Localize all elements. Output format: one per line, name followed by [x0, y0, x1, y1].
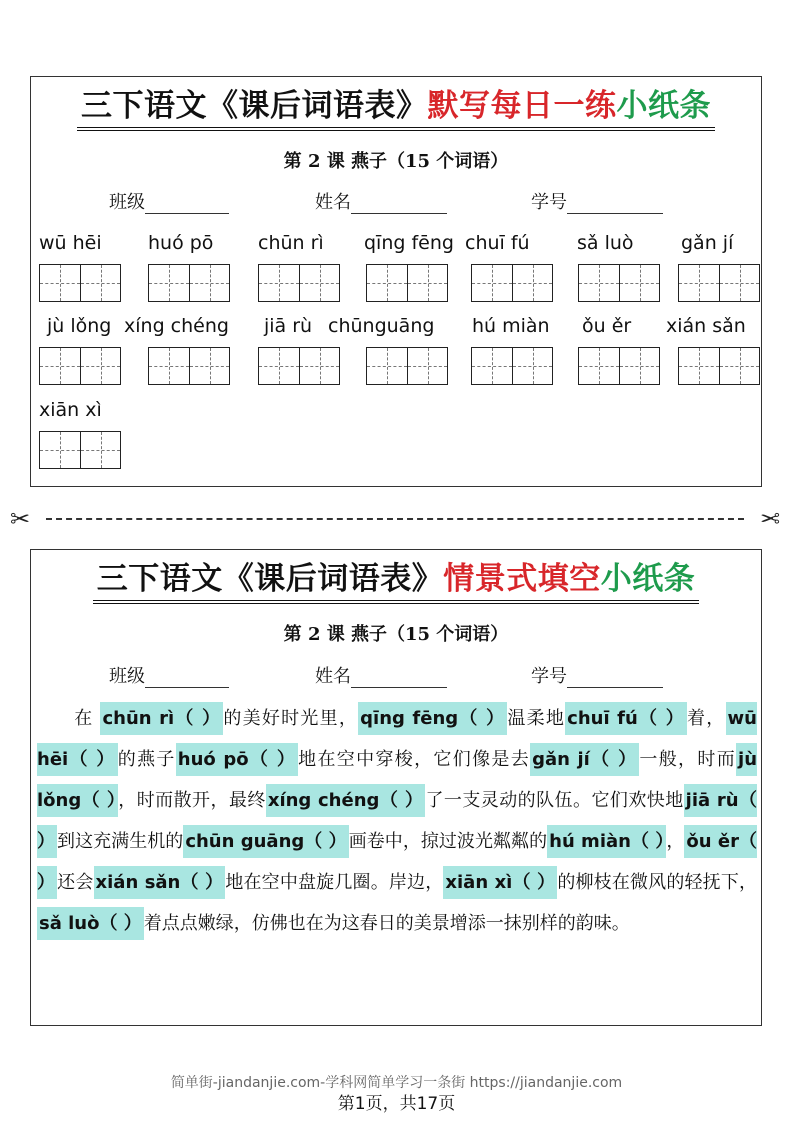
pinyin-blank[interactable]: huó pō（ ）: [176, 743, 298, 776]
name-label: 姓名: [315, 192, 351, 213]
pinyin-label: wū hēi: [39, 232, 102, 254]
pinyin-blank[interactable]: gǎn jí（ ）: [530, 743, 639, 776]
pinyin-blank[interactable]: jiā rù（ ）: [37, 784, 757, 858]
story-text: ，: [666, 831, 685, 852]
pinyin-blank[interactable]: xián sǎn（ ）: [94, 866, 226, 899]
fill-in-worksheet: [30, 549, 762, 1026]
story-text: 还会: [57, 872, 94, 893]
footer-source: 简单街-jiandanjie.com-学科网简单学习一条街 https://jiandanjie.com: [170, 1075, 623, 1091]
id-label: 学号: [531, 192, 567, 213]
story-text: 画卷中，掠过波光粼粼的: [348, 831, 548, 852]
name-field[interactable]: [315, 662, 447, 688]
id-blank[interactable]: [567, 669, 663, 688]
scissors-icon: ✂: [10, 505, 31, 533]
pinyin-label: hú miàn: [472, 315, 550, 337]
class-field[interactable]: [109, 662, 229, 688]
pinyin-blank[interactable]: wū hēi（ ）: [37, 702, 757, 776]
pinyin-label: chūnguāng: [328, 315, 435, 337]
pinyin-label: chuī fú: [465, 232, 530, 254]
pinyin-blank[interactable]: chūn guāng（ ）: [183, 825, 348, 858]
story-text: 在: [73, 708, 101, 729]
writing-grid[interactable]: [366, 264, 448, 302]
writing-grid[interactable]: [678, 264, 760, 302]
title-part3: 小纸条: [600, 561, 696, 597]
writing-grid[interactable]: [578, 347, 660, 385]
story-text: 了一支灵动的队伍。它们欢快地: [425, 790, 684, 811]
dictation-worksheet: [30, 76, 762, 487]
story-text: 温柔地: [507, 708, 566, 729]
story-paragraph: [37, 698, 757, 944]
pinyin-label: jù lǒng: [47, 315, 112, 337]
story-text: 着点点嫩绿，仿佛也在为这春日的美景增添一抹别样的韵味。: [143, 913, 630, 934]
pinyin-label: xián sǎn: [666, 315, 746, 337]
writing-grid[interactable]: [148, 264, 230, 302]
pinyin-blank[interactable]: chūn rì（ ）: [100, 702, 223, 735]
pinyin-label: ǒu ěr: [582, 315, 632, 337]
story-text: 的燕子: [117, 749, 176, 770]
writing-grid[interactable]: [39, 431, 121, 469]
pinyin-blank[interactable]: xiān xì（ ）: [443, 866, 557, 899]
student-id-field[interactable]: [531, 662, 663, 688]
title-part1: 三下语文《课后词语表》: [96, 561, 444, 597]
pinyin-blank[interactable]: jù lǒng（ ）: [37, 743, 757, 817]
class-field[interactable]: [109, 188, 229, 214]
writing-grid[interactable]: [366, 347, 448, 385]
title-part3: 小纸条: [616, 88, 711, 124]
pinyin-blank[interactable]: sǎ luò（ ）: [37, 907, 144, 940]
pinyin-label: gǎn jí: [681, 232, 734, 254]
lesson-subtitle: 第 2 课 燕子（15 个词语）: [283, 151, 509, 172]
writing-grid[interactable]: [148, 347, 230, 385]
story-text: 着，: [687, 708, 726, 729]
dashed-divider: [46, 518, 744, 520]
pinyin-blank[interactable]: ǒu ěr（ ）: [37, 825, 757, 899]
writing-grid[interactable]: [471, 347, 553, 385]
story-text: 到这充满生机的: [57, 831, 184, 852]
writing-grid[interactable]: [39, 264, 121, 302]
name-blank[interactable]: [351, 669, 447, 688]
name-blank[interactable]: [351, 195, 447, 214]
pinyin-label: chūn rì: [258, 232, 324, 254]
class-label: 班级: [109, 666, 145, 687]
class-blank[interactable]: [145, 195, 229, 214]
story-text: 的美好时光里，: [223, 708, 359, 729]
writing-grid[interactable]: [678, 347, 760, 385]
pinyin-blank[interactable]: chuī fú（ ）: [565, 702, 687, 735]
pinyin-label: jiā rù: [264, 315, 313, 337]
page-number: 第1页，共17页: [337, 1094, 456, 1114]
pinyin-label: qīng fēng: [364, 232, 454, 254]
class-blank[interactable]: [145, 669, 229, 688]
writing-grid[interactable]: [471, 264, 553, 302]
class-label: 班级: [109, 192, 145, 213]
writing-grid[interactable]: [578, 264, 660, 302]
story-text: ，时而散开，最终: [118, 790, 266, 811]
story-text: 一般，时而: [639, 749, 737, 770]
pinyin-label: xíng chéng: [124, 315, 229, 337]
writing-grid[interactable]: [258, 264, 340, 302]
id-label: 学号: [531, 666, 567, 687]
story-text: 地在空中盘旋几圈。岸边，: [225, 872, 444, 893]
story-text: 地在空中穿梭，它们像是去: [298, 749, 531, 770]
pinyin-label: huó pō: [148, 232, 214, 254]
scissors-icon: ✂: [759, 505, 780, 533]
worksheet-title: [31, 87, 761, 131]
story-text: 的柳枝在微风的轻抚下，: [557, 872, 758, 893]
pinyin-blank[interactable]: hú miàn（ ）: [547, 825, 666, 858]
pinyin-label: xiān xì: [39, 399, 102, 421]
name-field[interactable]: [315, 188, 447, 214]
title-part2: 默写每日一练: [427, 88, 617, 124]
pinyin-blank[interactable]: xíng chéng（ ）: [266, 784, 426, 817]
name-label: 姓名: [315, 666, 351, 687]
writing-grid[interactable]: [39, 347, 121, 385]
pinyin-label: sǎ luò: [577, 232, 634, 254]
id-blank[interactable]: [567, 195, 663, 214]
cut-line: [10, 505, 780, 533]
pinyin-blank[interactable]: qīng fēng（ ）: [358, 702, 507, 735]
lesson-subtitle: 第 2 课 燕子（15 个词语）: [283, 624, 509, 645]
title-part1: 三下语文《课后词语表》: [81, 88, 428, 124]
worksheet-title: [31, 560, 761, 604]
writing-grid[interactable]: [258, 347, 340, 385]
student-id-field[interactable]: [531, 188, 663, 214]
title-part2: 情景式填空: [443, 561, 601, 597]
